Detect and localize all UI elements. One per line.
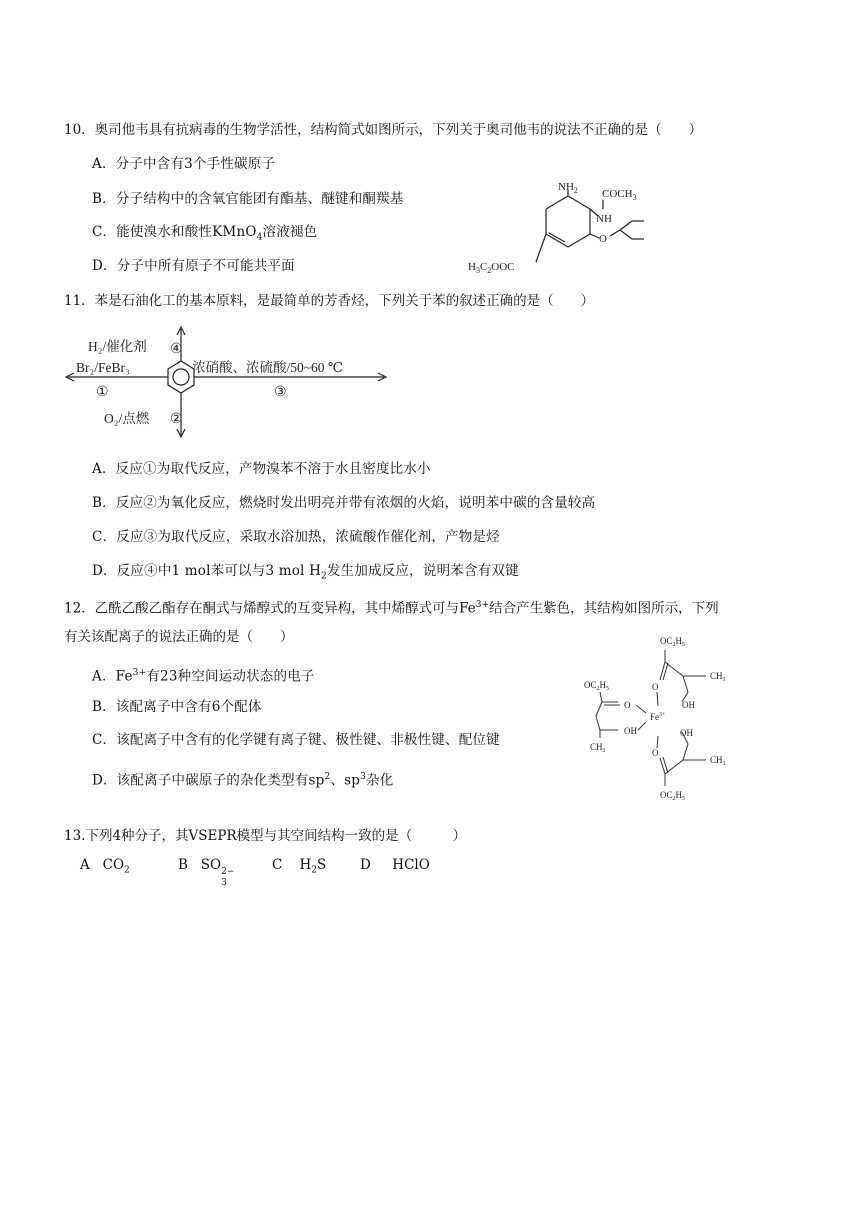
iron-center: $Fe^{3+}$ xyxy=(650,712,666,722)
top-reagent: H₂/催化剂 xyxy=(88,339,147,354)
top-ethoxy-label: $OC_2H_5$ xyxy=(660,636,686,648)
top-hydroxyl: OH xyxy=(682,700,695,710)
q11-option-d: D．反应④中1 mol苯可以与3 mol $H_2$发生加成反应，说明苯含有双键 xyxy=(92,563,519,582)
bottom-methyl-label: $CH_3$ xyxy=(710,755,726,767)
q10-option-c: C．能使溴水和酸性KMnO$_4$溶液褪色 xyxy=(92,224,318,243)
top-step-number: ④ xyxy=(170,342,183,357)
q11-option-a: A．反应①为取代反应，产物溴苯不溶于水且密度比水小 xyxy=(92,461,431,477)
q10-option-a: A．分子中含有3个手性碳原子 xyxy=(92,156,276,172)
nh2-label: $NH_2$ xyxy=(558,181,578,195)
q12-option-c: C．该配离子中含有的化学键有离子键、极性键、非极性键、配位键 xyxy=(92,732,500,748)
left-reagent: Br₂/FeBr₃ xyxy=(76,360,130,375)
q10-option-d: D．分子中所有原子不可能共平面 xyxy=(92,258,295,274)
q12-option-a: A．$Fe^{3+}$有23种空间运动状态的电子 xyxy=(92,668,315,685)
q12-option-d: D．该配离子中碳原子的杂化类型有$sp^2$、$sp^3$杂化 xyxy=(92,772,394,789)
q13-choice-d: D HClO xyxy=(360,857,430,873)
q10-stem: 10．奥司他韦具有抗病毒的生物学活性，结构简式如图所示，下列关于奥司他韦的说法不正确的是（ ） xyxy=(64,122,703,138)
ether-o-label: O xyxy=(599,233,607,245)
iron-complex-structure xyxy=(578,630,748,810)
left-carbonyl-o: O xyxy=(624,700,631,710)
right-reagent: 浓硝酸、浓硫酸/50~60 ℃ xyxy=(192,360,344,375)
q12-stem-line2: 有关该配离子的说法正确的是（ ） xyxy=(64,629,294,645)
left-ethoxy-label: $OC_2H_5$ xyxy=(584,680,610,692)
q13-choice-b: B SO 2− 3 xyxy=(178,857,235,888)
nh-label: NH xyxy=(596,213,612,225)
q12-stem-line1: 12．乙酰乙酸乙酯存在酮式与烯醇式的互变异构，其中烯醇式可与$Fe^{3+}$结合产生紫色，其结构如图所示，下列 xyxy=(64,600,719,617)
q13-choice-a: A $CO_2$ xyxy=(80,857,130,876)
bottom-step-number: ② xyxy=(170,412,183,427)
left-step-number: ① xyxy=(96,385,109,400)
q12-option-b: B．该配离子中含有6个配体 xyxy=(92,699,262,715)
bottom-carbonyl-o: O xyxy=(652,748,659,758)
ester-label: $H_3C_2OOC$ xyxy=(468,261,515,275)
right-step-number: ③ xyxy=(274,385,287,400)
acetyl-label: $COCH_3$ xyxy=(602,188,637,202)
q11-stem: 11．苯是石油化工的基本原料，是最简单的芳香烃，下列关于苯的叙述正确的是（ ） xyxy=(64,293,595,309)
bottom-reagent: O₂/点燃 xyxy=(104,411,150,426)
q10-option-b: B．分子结构中的含氧官能团有酯基、醚键和酮羰基 xyxy=(92,191,404,207)
q11-option-b: B．反应②为氧化反应，燃烧时发出明亮并带有浓烟的火焰，说明苯中碳的含量较高 xyxy=(92,495,596,511)
left-hydroxyl: OH xyxy=(624,726,637,736)
left-methyl-label: $CH_3$ xyxy=(590,742,606,754)
q11-option-c: C．反应③为取代反应，采取水浴加热，浓硫酸作催化剂，产物是烃 xyxy=(92,529,500,545)
top-methyl-label: $CH_3$ xyxy=(710,671,726,683)
bottom-hydroxyl: OH xyxy=(680,728,693,738)
q13-stem: 13.下列4种分子，其VSEPR模型与其空间结构一致的是（ ） xyxy=(64,828,467,844)
benzene-reaction-scheme xyxy=(64,323,404,443)
q13-choice-c: C $H_2S$ xyxy=(272,857,327,876)
bottom-ethoxy-label: $OC_2H_5$ xyxy=(660,790,686,802)
top-carbonyl-o: O xyxy=(652,682,659,692)
oseltamivir-structure xyxy=(462,176,682,276)
